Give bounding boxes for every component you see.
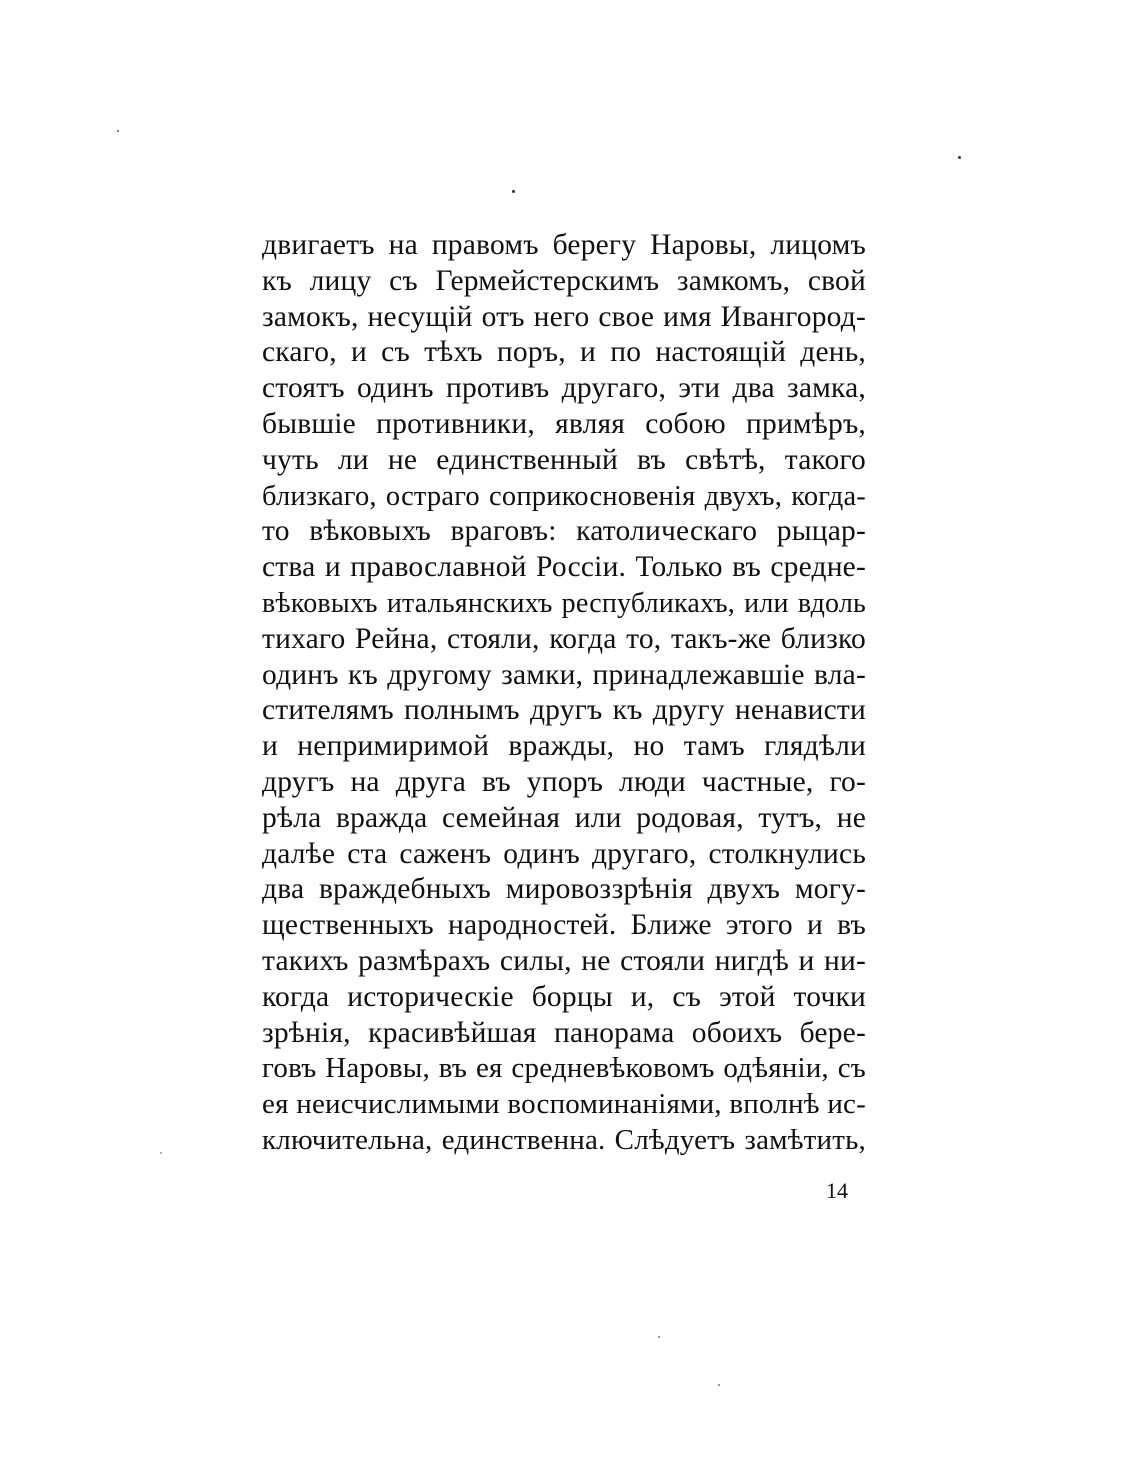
text-line: говъ Наровы, въ ея средневѣковомъ одѣяніи, съ — [262, 1052, 866, 1085]
text-line: чуть ли не единственный въ свѣтѣ, такого — [262, 443, 866, 476]
text-line: далѣе ста саженъ одинъ другаго, столкнулись — [262, 837, 866, 870]
text-line: стителямъ полнымъ другъ къ другу ненависти — [262, 694, 866, 727]
body-text — [262, 228, 866, 1159]
text-line: ключительна, единственна. Слѣдуетъ замѣтить, — [262, 1123, 866, 1156]
text-line: къ лицу съ Гермейстерскимъ замкомъ, свой — [262, 264, 866, 297]
page-number: 14 — [826, 1178, 848, 1203]
text-line: тихаго Рейна, стояли, когда то, такъ-же близко — [262, 622, 866, 655]
text-line: двигаетъ на правомъ берегу Наровы, лицомъ — [262, 229, 866, 261]
text-line: замокъ, несущій отъ него свое имя Ивангород- — [262, 300, 866, 333]
text-line: бывшіе противники, являя собою примѣръ, — [262, 407, 866, 440]
paper-speck — [658, 1336, 660, 1338]
paper-speck — [117, 130, 119, 132]
text-line: другъ на друга въ упоръ люди частные, го- — [262, 765, 866, 798]
text-line: зрѣнія, красивѣйшая панорама обоихъ бере- — [262, 1016, 866, 1049]
text-line: такихъ размѣрахъ силы, не стояли нигдѣ и ни- — [262, 944, 866, 977]
text-line: одинъ къ другому замки, принадлежавшіе вла- — [262, 658, 866, 691]
paper-speck — [958, 156, 961, 159]
paper-speck — [512, 190, 515, 193]
text-line: ства и православной Россіи. Только въ средне- — [262, 551, 866, 584]
text-line: щественныхъ народностей. Ближе этого и въ — [262, 909, 866, 942]
text-line: вѣковыхъ итальянскихъ республикахъ, или вдоль — [262, 587, 866, 619]
text-line: скаго, и съ тѣхъ поръ, и по настоящій день, — [262, 336, 866, 369]
paper-speck — [718, 1384, 720, 1386]
text-line: и непримиримой вражды, но тамъ глядѣли — [262, 730, 866, 763]
text-line: стоятъ одинъ противъ другаго, эти два замка, — [262, 372, 866, 405]
text-line: рѣла вражда семейная или родовая, тутъ, не — [262, 801, 866, 834]
text-line: ея неисчислимыми воспоминаніями, вполнѣ ис- — [262, 1088, 866, 1121]
text-line: близкаго, остраго соприкосновенія двухъ, когда- — [262, 480, 866, 512]
text-line: то вѣковыхъ враговъ: католическаго рыцар- — [262, 515, 866, 548]
text-line: два враждебныхъ мировоззрѣнія двухъ могу- — [262, 873, 866, 906]
paper-speck — [160, 1152, 162, 1154]
text-line: когда историческіе борцы и, съ этой точки — [262, 980, 866, 1013]
